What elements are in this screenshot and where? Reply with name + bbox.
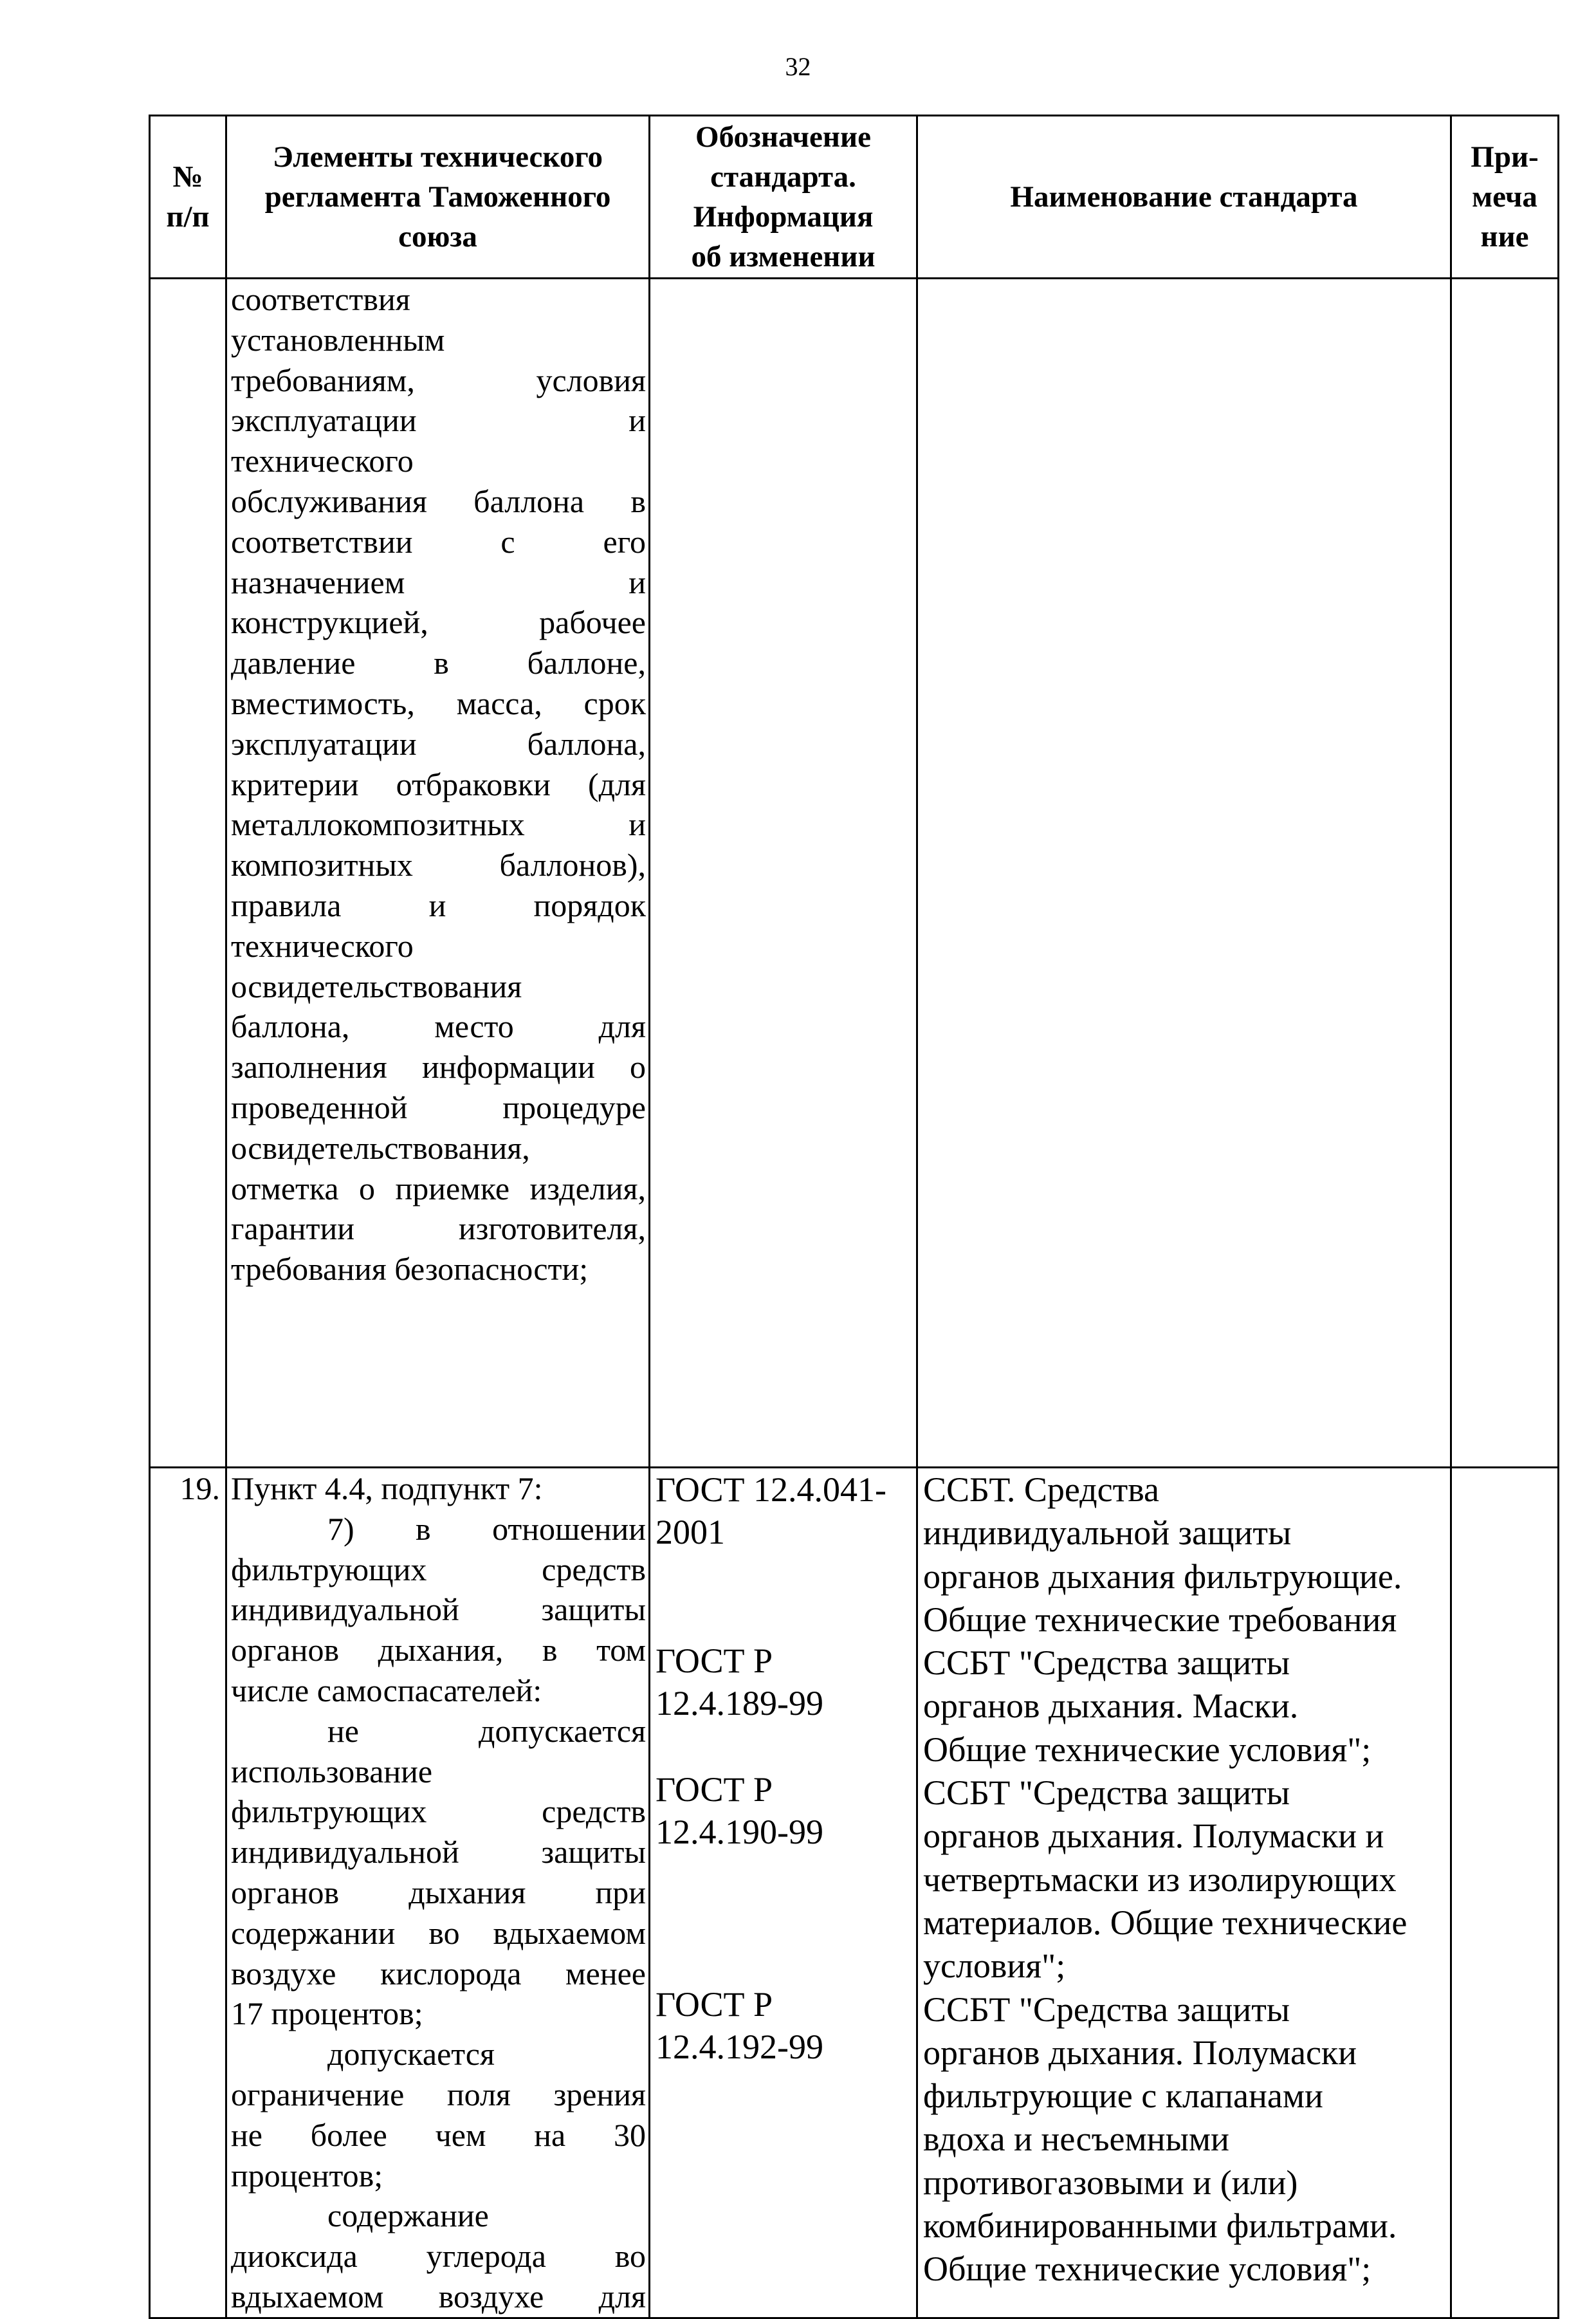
text-line: процентов; bbox=[231, 2157, 383, 2194]
table-row-19 bbox=[150, 1468, 1559, 2318]
text-line: конструкцией, рабочее bbox=[231, 604, 646, 641]
header-name: Наименование стандарта bbox=[917, 116, 1451, 279]
text-line: соответствия bbox=[231, 281, 410, 317]
text-line: баллона, место для bbox=[231, 1008, 646, 1045]
text-line: требования безопасности; bbox=[231, 1251, 589, 1288]
text-line: 17 процентов; bbox=[231, 1995, 423, 2032]
text-line: обслуживания баллона в bbox=[231, 483, 646, 519]
text-line: индивидуальной защиты bbox=[231, 1591, 646, 1628]
standard-name-2: ССБТ "Средства защиты органов дыхания. Маски. Общие технические условия"; bbox=[923, 1643, 1371, 1769]
text-line: критерии отбраковки (для bbox=[231, 766, 646, 802]
text-line: давление в баллоне, bbox=[231, 645, 646, 681]
text-line: вместимость, масса, срок bbox=[231, 685, 646, 721]
header-designation: Обозначение стандарта. Информация об изменении bbox=[650, 116, 917, 279]
text-line: фильтрующих средств bbox=[231, 1551, 646, 1587]
cell-designation bbox=[650, 1468, 917, 2318]
text-line: органов дыхания, в том bbox=[231, 1632, 646, 1668]
text-line: эксплуатации баллона, bbox=[231, 725, 646, 762]
text-line: установленным bbox=[231, 321, 445, 358]
standard-name-1: ССБТ. Средства индивидуальной защиты органов дыхания фильтрующие. Общие технические требования bbox=[923, 1470, 1402, 1639]
text-line: фильтрующих средств bbox=[231, 1793, 646, 1830]
cell-standard-name bbox=[917, 1468, 1451, 2318]
text-line: Пункт 4.4, подпункт 7: bbox=[231, 1470, 543, 1506]
text-line: освидетельствования bbox=[231, 968, 522, 1004]
standard-name-4: ССБТ "Средства защиты органов дыхания. Полумаски фильтрующие с клапанами вдоха и несъемными противогазовыми и (или) комбинированными фильтрами. Общие технические условия"; bbox=[923, 1990, 1397, 2289]
text-line: не допускается bbox=[327, 1712, 646, 1749]
designation-gost-r-12-4-190: ГОСТ Р 12.4.190-99 bbox=[656, 1770, 823, 1851]
text-line: содержание bbox=[327, 2197, 489, 2234]
text-line: правила и порядок bbox=[231, 887, 646, 923]
header-elements: Элементы технического регламента Таможенного союза bbox=[226, 116, 650, 279]
cell-number bbox=[150, 279, 226, 1468]
cell-notes bbox=[1451, 279, 1559, 1468]
standards-table bbox=[149, 115, 1559, 2319]
cell-notes bbox=[1451, 1468, 1559, 2318]
text-line: композитных баллонов), bbox=[231, 847, 646, 883]
cell-designation bbox=[650, 279, 917, 1468]
header-number: № п/п bbox=[150, 116, 226, 279]
text-line: индивидуальной защиты bbox=[231, 1834, 646, 1871]
text-line: освидетельствования, bbox=[231, 1129, 530, 1166]
text-line: технического bbox=[231, 927, 414, 964]
text-line: допускается bbox=[327, 2036, 495, 2073]
cell-elements bbox=[226, 279, 650, 1468]
elements-text bbox=[227, 1468, 648, 2317]
text-line: заполнения информации о bbox=[231, 1049, 646, 1086]
cell-number: 19. bbox=[150, 1468, 226, 2318]
text-line: воздухе кислорода менее bbox=[231, 1955, 646, 1991]
text-line: технического bbox=[231, 443, 414, 479]
text-line: органов дыхания при bbox=[231, 1874, 646, 1910]
designation-gost-r-12-4-192: ГОСТ Р 12.4.192-99 bbox=[656, 1985, 823, 2066]
text-line: требованиям, условия bbox=[231, 362, 646, 398]
text-line: числе самоспасателей: bbox=[231, 1672, 542, 1708]
text-line: 7) в отношении bbox=[327, 1510, 646, 1547]
text-line: не более чем на 30 bbox=[231, 2116, 646, 2153]
text-line: проведенной процедуре bbox=[231, 1089, 646, 1125]
text-line: использование bbox=[231, 1753, 433, 1789]
text-line: отметка о приемке изделия, bbox=[231, 1170, 646, 1206]
text-line: вдыхаемом воздухе для bbox=[231, 2278, 646, 2314]
header-notes: При- меча ние bbox=[1451, 116, 1559, 279]
text-line: гарантии изготовителя, bbox=[231, 1210, 646, 1247]
text-line: металлокомпозитных и bbox=[231, 806, 646, 843]
text-line: содержании во вдыхаемом bbox=[231, 1914, 646, 1951]
elements-text bbox=[227, 279, 648, 1289]
text-line: соответствии с его bbox=[231, 523, 646, 560]
table-row-continuation bbox=[150, 279, 1559, 1468]
designation-gost-r-12-4-189: ГОСТ Р 12.4.189-99 bbox=[656, 1641, 823, 1723]
text-line: назначением и bbox=[231, 564, 646, 600]
text-line: ограничение поля зрения bbox=[231, 2076, 646, 2112]
standard-name-3: ССБТ "Средства защиты органов дыхания. Полумаски и четвертьмаски из изолирующих материалов. Общие технические условия"; bbox=[923, 1773, 1408, 1986]
page-number: 32 bbox=[785, 52, 811, 81]
text-line: диоксида углерода во bbox=[231, 2238, 646, 2275]
text-line: эксплуатации и bbox=[231, 402, 646, 439]
table-header-row bbox=[150, 116, 1559, 279]
cell-elements bbox=[226, 1468, 650, 2318]
cell-standard-name bbox=[917, 279, 1451, 1468]
designation-gost-12-4-041: ГОСТ 12.4.041- 2001 bbox=[656, 1470, 887, 1551]
